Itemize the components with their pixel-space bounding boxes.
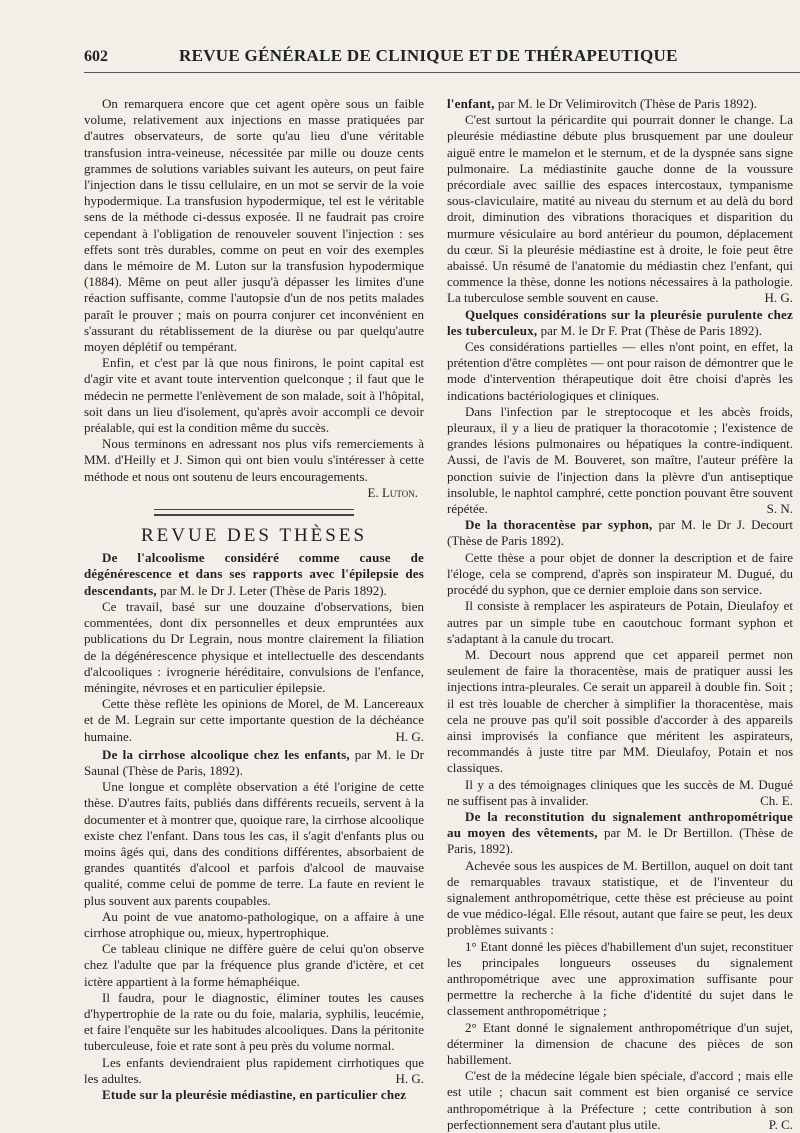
reviewer-signature: H. G.	[764, 290, 793, 306]
paragraph: Il consiste à remplacer les aspirateurs de Potain, Dieulafoy et autres par un simple tube en caoutchouc formant syphon et s'adaptant à la canule du trocart.	[447, 598, 793, 646]
running-header	[84, 46, 800, 70]
thesis-title: De la thoracentèse par syphon,	[465, 517, 653, 533]
right-column	[447, 96, 793, 1133]
paragraph: Enfin, et c'est par là que nous finirons, le point capital est d'agir vite et avant toute intervention quelconque ; il faut que le médecin ne permette l'enlèvement de son malade, soit à l'hôpital, soit dans un lieu d'isolement, qu'après avoir accompli ce devoir préalable, qui est la condition même du succès.	[84, 355, 424, 436]
paragraph: Il y a des témoignages cliniques que les succès de M. Dugué ne suffisent pas à invalider.	[447, 776, 793, 808]
thesis-review	[84, 747, 424, 1087]
paragraph: Les enfants deviendraient plus rapidement cirrhotiques que les adultes.	[84, 1054, 424, 1086]
thesis-title: De la reconstitution du signalement anthropométrique au moyen des vêtements,	[447, 808, 793, 841]
paragraph: Nous terminons en adressant nos plus vifs remerciements à MM. d'Heilly et J. Simon qui ont bien voulu s'intéresser à cette méthode et nous ont soutenu de leurs encouragements.	[84, 436, 424, 484]
paragraph: 2° Etant donné le signalement anthropométrique d'un sujet, déterminer la dimension de chacune des pièces de son habillement.	[447, 1019, 793, 1067]
section-title: REVUE DES THÈSES	[140, 525, 368, 547]
journal-title: REVUE GÉNÉRALE DE CLINIQUE ET DE THÉRAPEUTIQUE	[179, 46, 678, 65]
paragraph: Achevée sous les auspices de M. Bertillon, auquel on doit tant de remarquables travaux statistique, et de l'inventeur du signalement anthropométrique, cette thèse est précieuse au point de vue médico-légal. Elle résout, autant que faire se peut, les deux problèmes suivants :	[447, 857, 793, 938]
reviewer-signature: P. C.	[768, 1116, 793, 1132]
paragraph: Ce travail, basé sur une douzaine d'observations, bien commentées, dont dix personnelles et deux empruntées aux publications du Dr Legrain, nous montre clairement la filiation de la dégénérescence physique et intellectuelle des descendants d'alcooliques : ivrognerie héréditaire, convulsions de l'enfance, méningite, névroses et en particulier épilepsie.	[84, 598, 424, 695]
page-number: 602	[84, 48, 108, 65]
paragraph: Cette thèse reflète les opinions de Morel, de M. Lancereaux et de M. Legrain sur cette importante question de la déchéance humaine.	[84, 696, 424, 744]
thesis-byline: par M. le Dr Saunal (Thèse de Paris, 1892).	[84, 746, 424, 778]
author-signature: E. Luton.	[367, 484, 418, 500]
thesis-title: Etude sur la pleurésie médiastine, en particulier chez	[102, 1086, 407, 1102]
paragraph: Ces considérations partielles — elles n'ont point, en effet, la prétention d'être complètes — ont pour raison de démontrer que le mode d'intervention thérapeutique doit être choisi d'après les indications bactériologiques et cliniques.	[447, 339, 793, 403]
thesis-title: Quelques considérations sur la pleurésie purulente chez les tuberculeux,	[447, 306, 793, 338]
paragraph: C'est surtout la péricardite qui pourrait donner le change. La pleurésie médiastine débute plus brusquement par une douleur aiguë entre le mamelon et le sternum, et de la dyspnée sans signe pulmonaire. La médiastinite gauche donne de la voussure précordiale avec saillie des espaces intercostaux, tympanisme sous-claviculaire, matité au niveau du sternum et au delà du bord droit, diminution des vibrations thoraciques et disparition du murmure vésiculaire au bord antérieur du poumon, déplacement du cœur. Si la pleurésie médiastine est à droite, le foie peut être abaissé. Un résumé de l'anatomie du médiastin chez l'enfant, qui commence la thèse, donne les notions nécessaires à la pathologie. La tuberculose semble souvent en cause.	[447, 112, 793, 306]
thesis-byline: par M. le Dr Bertillon. (Thèse de Paris, 1892).	[447, 825, 793, 857]
thesis-title: De l'alcoolisme considéré comme cause de dégénérescence et dans ses rapports avec l'épilepsie des descendants,	[84, 550, 424, 598]
header-rule	[84, 72, 800, 73]
reviewer-signature: H. G.	[395, 1070, 424, 1086]
thesis-byline: par M. le Dr F. Prat (Thèse de Paris 1892).	[537, 322, 762, 338]
thesis-review	[84, 550, 424, 744]
reviewer-signature: H. G.	[395, 728, 424, 744]
reviewer-signature: Ch. E.	[760, 792, 793, 808]
reviewer-signature: S. N.	[766, 501, 793, 517]
thesis-byline: par M. le Dr J. Leter (Thèse de Paris 1892).	[156, 582, 387, 598]
paragraph: 1° Etant donné les pièces d'habillement d'un sujet, reconstituer les principales longueurs osseuses du signalement anthropométrique avec une approximation suffisante pour permettre la recherche à la fiche d'identité du sujet dans le classement anthropométrique ;	[447, 938, 793, 1019]
thesis-title: l'enfant,	[447, 96, 495, 111]
left-column	[84, 96, 424, 1103]
paragraph: Cette thèse a pour objet de donner la description et de faire l'éloge, cela se comprend, d'après son inspirateur M. Dugué, du procédé du syphon, que ce dernier emploie dans son service.	[447, 549, 793, 598]
section-divider	[154, 509, 354, 516]
paragraph: Dans l'infection par le streptocoque et les abcès froids, pleuraux, il y a lieu de pratiquer la thoracotomie ; l'existence de grandes lésions pulmonaires ou hépatiques la contre-indiquent. Aussi, de l'avis de M. Bouveret, son maître, l'auteur préfère la ponction suivie de l'injection dans la plèvre d'un antiseptique insoluble, le naphtol camphré, cette ponction pouvant être souvent répétée.	[447, 403, 793, 517]
paragraph: Une longue et complète observation a été l'origine de cette thèse. D'autres faits, publiés dans différents recueils, servent à la documenter et à montrer que, quoique rare, la cirrhose alcoolique existe chez l'enfant. Dans tous les cas, il s'agit d'enfants plus ou moins âgés qui, dans des conditions différentes, absorbaient de grandes quantités d'alcool et parfois d'alcool de mauvaise qualité, comme celui de pomme de terre. La faute en revient le plus souvent aux parents coupables.	[84, 779, 424, 908]
paragraph: On remarquera encore que cet agent opère sous un faible volume, relativement aux injections en masse pratiquées par d'autres observateurs, de sorte qu'au lieu d'une véritable transfusion intra-veineuse, nécessitée par mille ou douze cents grammes de solutions variables suivant les auteurs, on peut faire l'injection dans le tissu cellulaire, en un mot se servir de la voie hypodermique. La transfusion hypodermique, tel est le véritable sens de la méthode ci-dessus exposée. Il ne faudrait pas croire cependant à l'obligation de renouveler souvent l'injection : ses effets sont très durables, comme on peut en voir des exemples dans le mémoire de M. Luton sur la transfusion hypodermique (1884). Même on peut aller jusqu'à dépasser les limites d'une réaction suffisante, comme l'autopsie d'un de nos petits malades paraît le prouver ; mais on pourra conjurer cet inconvénient en s'assurant du rétablissement de la diurèse ou par quelqu'autre moyen déplétif ou tempérant.	[84, 96, 424, 355]
thesis-title: De la cirrhose alcoolique chez les enfants,	[102, 746, 350, 762]
paragraph: Ce tableau clinique ne diffère guère de celui qu'on observe chez l'adulte que par la fréquence plus grande d'ictère, et cet ictère appartient à la forme hémaphéique.	[84, 941, 424, 989]
thesis-byline: par M. le Dr Velimirovitch (Thèse de Paris 1892).	[494, 96, 757, 111]
thesis-byline: par M. le Dr J. Decourt (Thèse de Paris 1892).	[447, 517, 794, 549]
paragraph: Au point de vue anatomo-pathologique, on a affaire à une cirrhose atrophique ou, mieux, hypertrophique.	[84, 908, 424, 940]
paragraph: C'est de la médecine légale bien spéciale, d'accord ; mais elle est utile ; chacun sait comment est bien organisé ce service anthropométrique à la Préfecture ; cette contribution à son perfectionnement sera d'autant plus utile.	[447, 1068, 793, 1132]
paragraph: Il faudra, pour le diagnostic, éliminer toutes les causes d'hypertrophie de la rate ou du foie, malaria, syphilis, leucémie, et faire l'enquête sur les habitudes alcooliques. Dans la péritonite tuberculeuse, foie et rate sont à peu près du volume normal.	[84, 989, 424, 1054]
paragraph: M. Decourt nous apprend que cet appareil permet non seulement de faire la thoracentèse, mais de pratiquer aussi les injections intra-pleurales. Ce serait un appareil à double fin. Soit ; il est très louable de chercher à simplifier la thoracentèse, mais cela ne prouve pas qu'il soit possible d'accorder à des appareils ainsi improvisés la confiance que méritent les aspirateurs, recommandés à juste titre par MM. Dieulafoy, Potain et nos classiques.	[447, 646, 793, 776]
